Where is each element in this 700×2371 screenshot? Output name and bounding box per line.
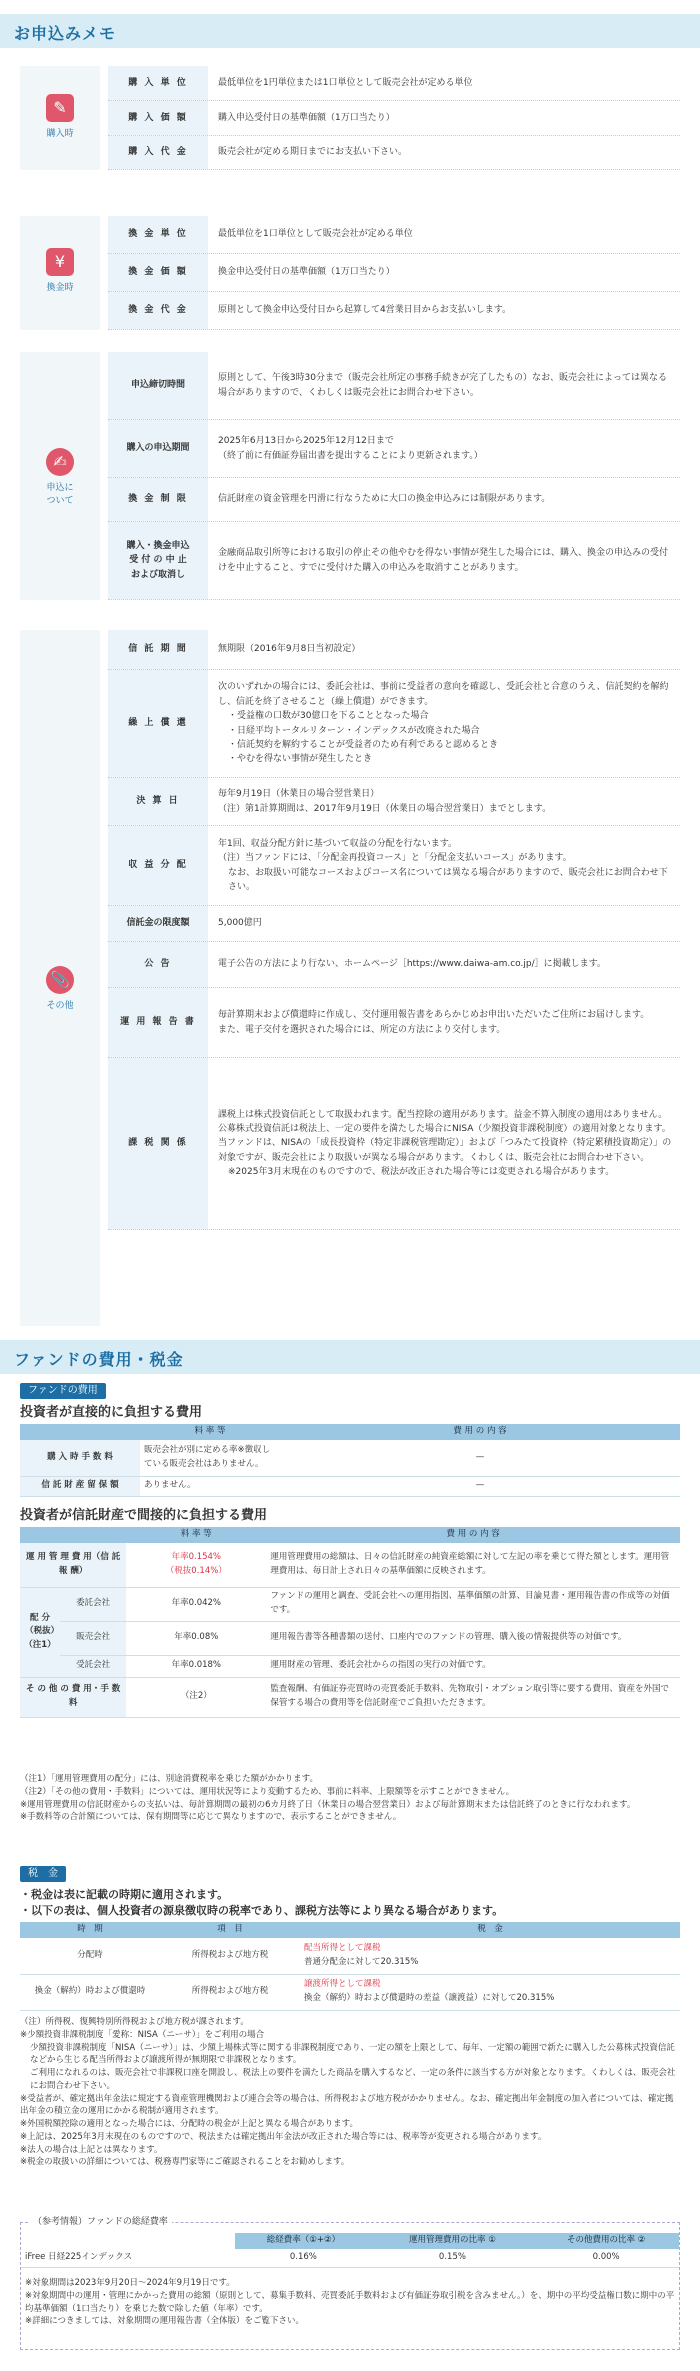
cost-header (0, 1340, 700, 1374)
cost-title: ファンドの費用・税金 (14, 1350, 184, 1369)
tax-line-2: ・以下の表は、個人投資者の源泉徴収時の税率であり、課税方法等により異なる場合があります。 (20, 1904, 504, 1917)
direct-cost-table: 料 率 等 費 用 の 内 容 購 入 時 手 数 料 販売会社が別に定める率※徴収している販売会社はありません。 — 信 託 財 産 留 保 額 ありません。 — (20, 1424, 680, 1497)
apply-row-stop: 購入・換金申込 受 付 の 中 止 および取消し 金融商品取引所等における取引の停止その他やむを得ない事情が発生した場合には、購入、換金の申込みの受付けを中止すること、すでに受付けた購入の申込みを取消すことがあります。 (108, 522, 680, 600)
indirect-cost-table: 料 率 等 費 用 の 内 容 運 用 管 理 費 用（信 託 報 酬） 年率0.154% （税抜0.14%） 運用管理費用の総額は、日々の信託財産の純資産総額に対して左記の率を乗じて得た額とします。運用管理費用は、毎日計上され日々の基準価額に反映されます。 配 分（税抜）（注1） 委託会社 年率0.042% ファンドの運用と調査、受託会社への運用指図、基準価額の計算、目論見書・運用報告書の作成等の対価です。 販売会社 年率0.08% 運用報告書等各種書類の送付、口座内でのファンドの管理、購入後の情報提供等の対価です。 受託会社 年率0.018% 運用財産の管理、委託会社からの指図の実行の対価です。 そ の 他 の 費 用・手 数 料 （注2） 監査報酬、有価証券売買時の売買委託手数料、先物取引・オプション取引等に要する費用、資産を外国で保管する場合の費用等を信託財産でご負担いただきます。 (20, 1527, 680, 1718)
ref-title: （参考情報）ファンドの総経費率 (29, 2215, 172, 2229)
sell-row-price: 換 金 価 額 換金申込受付日の基準価額（1万口当たり） (108, 254, 680, 292)
buy-row-payment: 購 入 代 金 販売会社が定める期日までにお支払い下さい。 (108, 136, 680, 170)
other-row-early: 繰 上 償 還 次のいずれかの場合には、委託会社は、事前に受益者の意向を確認し、受託会社と合意のうえ、信託契約を解約し、信託を終了させること（繰上償還）ができます。 ・受益権の口数が30億口を下ることとなった場合 ・日経平均トータルリターン・インデックスが改廃された場合 ・信託契約を解約することが受益者のため有利であると認めるとき ・やむを得ない事情が発生したとき (108, 670, 680, 778)
buy-section (20, 66, 680, 170)
buy-row-price: 購 入 価 額 購入申込受付日の基準価額（1万口当たり） (108, 101, 680, 136)
apply-label-1: 申込に (46, 483, 74, 493)
tax-table: 時 期 項 目 税 金 分配時 所得税および地方税 配当所得として課税 普通分配金に対して20.315% 換金（解約）時および償還時 所得税および地方税 譲渡所得として課税 換金（解約）時および償還時の差益（譲渡益）に対して20.315% (20, 1922, 680, 2011)
cost-notes: （注1）「運用管理費用の配分」には、別途消費税率を乗じた額がかかります。 （注2）「その他の費用・手数料」については、運用状況等により変動するため、事前に料率、上限額等を示すことができません。 ※運用管理費用の信託財産からの支払いは、毎計算期間の最初の6カ月終了日（休業日の場合翌営業日）および毎計算期末または信託終了のときに行なわれます。 ※手数料等の合計額については、保有期間等に応じて異なりますので、表示することができません。 (20, 1774, 636, 1823)
other-row-dist: 収 益 分 配 年1回、収益分配方針に基づいて収益の分配を行ないます。 （注）当ファンドには、「分配金再投資コース」と「分配金支払いコース」があります。 なお、お取扱い可能なコースおよびコース名については異なる場合がありますので、販売会社にお問合わせ下さい。 (108, 826, 680, 906)
sell-row-payment: 換 金 代 金 原則として換金申込受付日から起算して4営業日目からお支払いします。 (108, 292, 680, 330)
yen-icon: ¥ (46, 248, 74, 276)
other-label: その他 (46, 1001, 74, 1011)
sell-section (20, 216, 680, 330)
other-section (20, 630, 680, 1326)
buy-side (20, 66, 100, 170)
sell-label: 換金時 (46, 283, 74, 293)
indirect-cost-heading: 投資者が信託財産で間接的に負担する費用 (20, 1508, 268, 1523)
buy-icon: ✎ (46, 94, 74, 122)
fund-cost-pill: ファンドの費用 (20, 1383, 106, 1399)
memo-header (0, 14, 700, 48)
pen-icon: ✍ (46, 448, 74, 476)
apply-row-period: 購入の申込期間 2025年6月13日から2025年12月12日まで （終了前に有価証券届出書を提出することにより更新されます。） (108, 420, 680, 478)
other-row-notice: 公 告 電子公告の方法により行ない、ホームページ［https://www.daiwa-am.co.jp/］に掲載します。 (108, 942, 680, 988)
apply-side (20, 352, 100, 600)
sell-side (20, 216, 100, 330)
apply-label-2: ついて (46, 496, 74, 506)
tax-notes: （注）所得税、復興特別所得税および地方税が課されます。 ※少額投資非課税制度「愛称：NISA（ニーサ）」をご利用の場合 少額投資非課税制度「NISA（ニーサ）」は、少額上場株式等に関する非課税制度であり、一定の額を上限として、毎年、一定額の範囲で新たに購入した公募株式投資信託などから生じる配当所得および譲渡所得が無期限で非課税となります。 ご利用になれるのは、販売会社で非課税口座を開設し、税法上の要件を満たした商品を購入するなど、一定の条件に該当する方が対象となります。くわしくは、販売会社にお問合わせ下さい。 ※受益者が、確定拠出年金法に規定する資産管理機関および連合会等の場合は、所得税および地方税がかかりません。なお、確定拠出年金制度の加入者については、確定拠出年金の積立金の運用にかかる税制が適用されます。 ※外国税額控除の適用となった場合には、分配時の税金が上記と異なる場合があります。 ※上記は、2025年3月末現在のものですので、税法または確定拠出年金法が改正された場合等には、税率等が変更される場合があります。 ※法人の場合は上記とは異なります。 ※税金の取扱いの詳細については、税務専門家等にご確認されることをお勧めします。 (20, 2017, 676, 2168)
buy-label: 購入時 (46, 129, 74, 139)
ref-notes: ※対象期間は2023年9月20日～2024年9月19日です。 ※対象期間中の運用・管理にかかった費用の総額（原則として、募集手数料、売買委託手数料および有価証券取引税を含みません。）を、期中の平均受益権口数に期中の平均基準価額（1口当たり）を乗じた数で除した値（年率）です。 ※詳細につきましては、対象期間の運用報告書（全体版）をご覧下さい。 (25, 2278, 675, 2327)
other-row-closing: 決 算 日 毎年9月19日（休業日の場合翌営業日） （注）第1計算期間は、2017年9月19日（休業日の場合翌営業日）までとします。 (108, 778, 680, 826)
other-side (20, 630, 100, 1326)
buy-row-unit: 購 入 単 位 最低単位を1円単位または1口単位として販売会社が定める単位 (108, 66, 680, 101)
tax-pill: 税 金 (20, 1866, 66, 1882)
other-row-limit: 信託金の限度額 5,000億円 (108, 906, 680, 942)
ref-box (20, 2217, 680, 2350)
apply-section (20, 352, 680, 600)
other-row-tax: 課 税 関 係 課税上は株式投資信託として取扱われます。配当控除の適用があります。益金不算入制度の適用はありません。 公募株式投資信託は税法上、一定の要件を満たした場合にNISA（少額投資非課税制度）の適用対象となります。 当ファンドは、NISAの「成長投資枠（特定非課税管理勘定）」および「つみたて投資枠（特定累積投資勘定）」の対象ですが、販売会社により取扱いが異なる場合があります。くわしくは、販売会社にお問合わせ下さい。 ※2025年3月末現在のものですので、税法が改正された場合等には変更される場合があります。 (108, 1058, 680, 1230)
direct-cost-heading: 投資者が直接的に負担する費用 (20, 1405, 203, 1420)
paperclip-icon: 📎 (46, 966, 74, 994)
other-row-report: 運 用 報 告 書 毎計算期末および償還時に作成し、交付運用報告書をあらかじめお申出いただいたご住所にお届けします。 また、電子交付を選択された場合には、所定の方法により交付します。 (108, 988, 680, 1058)
apply-row-limit: 換 金 制 限 信託財産の資金管理を円滑に行なうために大口の換金申込みには制限があります。 (108, 478, 680, 522)
tax-line-1: ・税金は表に記載の時期に適用されます。 (20, 1888, 229, 1901)
memo-title: お申込みメモ (14, 24, 117, 43)
other-row-term: 信 託 期 間 無期限（2016年9月8日当初設定） (108, 630, 680, 670)
ref-table: 総経費率（①+②） 運用管理費用の比率 ① その他費用の比率 ② iFree 日経225インデックス 0.16% 0.15% 0.00% (21, 2233, 679, 2268)
apply-row-deadline: 申込締切時間 原則として、午後3時30分まで（販売会社所定の事務手続きが完了したもの）なお、販売会社によっては異なる場合がありますので、くわしくは販売会社にお問合わせ下さい。 (108, 352, 680, 420)
sell-row-unit: 換 金 単 位 最低単位を1口単位として販売会社が定める単位 (108, 216, 680, 254)
